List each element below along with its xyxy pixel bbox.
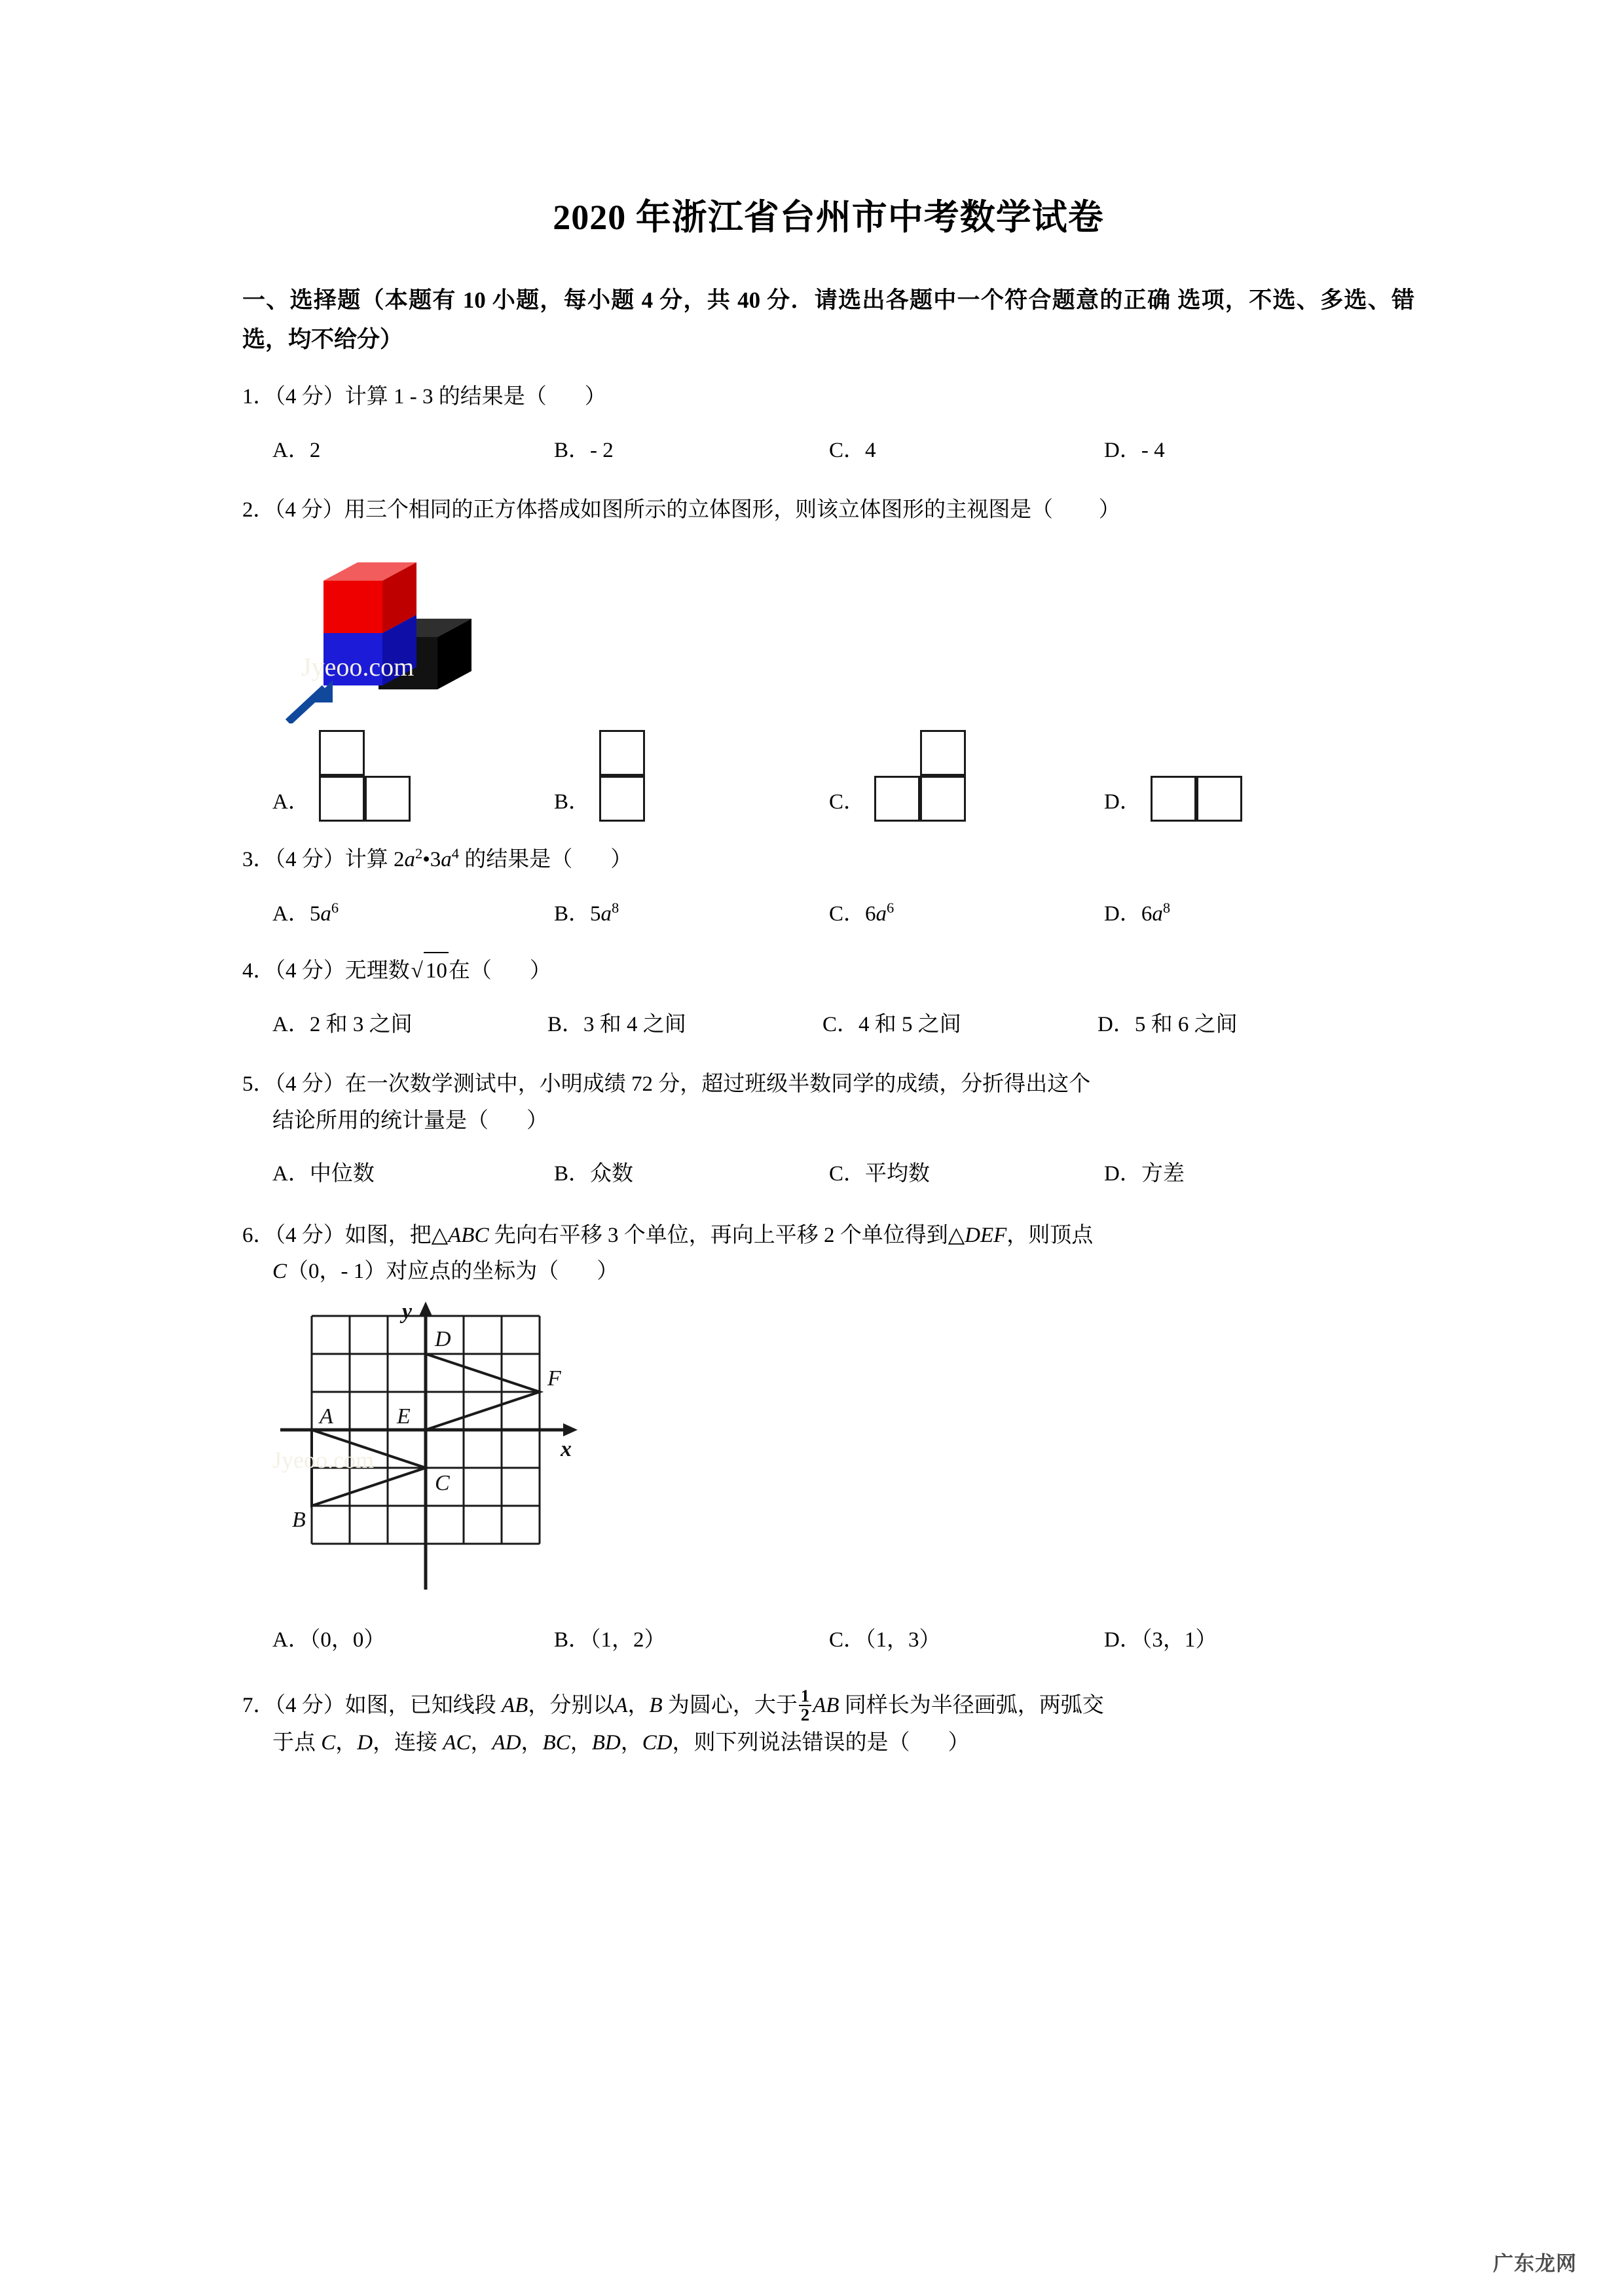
option-label: A． <box>272 902 310 926</box>
question-1-option-d[interactable] <box>1104 433 1379 469</box>
question-5-option-d[interactable] <box>1104 1156 1379 1192</box>
option-label: B． <box>554 438 591 462</box>
point-label-e: E <box>397 1404 411 1429</box>
section-heading-line1: 一、选择题（本题有 10 小题，每小题 4 分，共 40 分．请选出各题中一个符合题意的正确 <box>242 287 1172 313</box>
question-2-shape-options <box>242 730 1414 822</box>
question-5 <box>242 1066 1414 1192</box>
question-2-option-c[interactable] <box>829 730 1104 822</box>
question-2 <box>242 492 1414 822</box>
question-2-stem-text: 2．（4 分）用三个相同的正方体搭成如图所示的立体图形，则该立体图形的主视图是（ <box>242 498 1053 522</box>
question-6-stem-a: 6．（4 分）如图，把△ <box>242 1223 449 1247</box>
question-7-l2-e: ，则下列说法错误的是（ <box>672 1731 910 1755</box>
option-value: 4 <box>865 438 876 462</box>
point-label-b: B <box>292 1508 306 1533</box>
question-7-l2-sep1: ， <box>335 1731 358 1755</box>
question-4-radicand: 10 <box>424 952 449 989</box>
option-base: a <box>1152 902 1163 926</box>
option-label: A． <box>272 790 310 814</box>
question-3-stem <box>242 841 1414 878</box>
coordinate-grid-svg <box>272 1302 587 1609</box>
sqrt-icon: √ 10 <box>410 952 449 989</box>
fraction-numerator: 1 <box>799 1687 811 1706</box>
question-3-stem-close: ） <box>610 848 633 872</box>
question-2-option-b[interactable] <box>554 730 829 822</box>
x-axis-label: x <box>561 1437 572 1462</box>
option-value: 平均数 <box>865 1162 931 1186</box>
question-2-figure <box>242 534 1414 723</box>
option-label: A． <box>272 1162 310 1186</box>
fraction-one-half <box>799 1687 811 1724</box>
option-value: （1，2） <box>590 1628 666 1652</box>
option-base: a <box>876 902 887 926</box>
option-coef: 5 <box>590 902 601 926</box>
question-6 <box>242 1218 1414 1659</box>
option-label: A． <box>272 1628 310 1652</box>
fraction-denominator: 2 <box>800 1705 810 1725</box>
question-4-stem <box>242 952 1414 989</box>
option-label: B． <box>554 1162 591 1186</box>
question-7-l2-sep2: ， <box>470 1731 492 1755</box>
axes <box>280 1307 568 1590</box>
question-7 <box>242 1688 1414 1762</box>
option-label: D． <box>1104 1628 1141 1652</box>
x-axis-arrow <box>563 1423 578 1436</box>
view-direction-arrow <box>288 680 333 722</box>
question-1-stem-text: 1．（4 分）计算 1 - 3 的结果是（ <box>242 385 547 409</box>
question-5-options <box>242 1156 1414 1192</box>
question-4-option-c[interactable] <box>822 1007 1098 1043</box>
option-label: C． <box>829 1162 866 1186</box>
option-value: 5 和 6 之间 <box>1134 1012 1238 1036</box>
question-7-seg-ac: AC <box>443 1731 471 1755</box>
page-title: 2020 年浙江省台州市中考数学试卷 <box>553 198 1104 237</box>
question-6-options <box>242 1622 1414 1658</box>
question-3-stem-e: 的结果是（ <box>459 848 573 872</box>
question-5-stem-line2-text: 结论所用的统计量是（ <box>272 1108 489 1133</box>
shape-square <box>1151 776 1196 822</box>
option-exponent: 6 <box>887 899 895 916</box>
question-7-seg-ad: AD <box>492 1731 521 1755</box>
question-4 <box>242 952 1414 1043</box>
question-5-stem-line2 <box>242 1103 1414 1139</box>
point-label-a: A <box>320 1404 333 1429</box>
question-2-stem <box>242 492 1414 528</box>
question-3-option-c[interactable] <box>829 896 1104 932</box>
y-axis-arrow <box>419 1302 432 1316</box>
question-4-stem-a: 4．（4 分）无理数 <box>242 959 410 983</box>
question-6-option-c[interactable] <box>829 1622 1104 1658</box>
question-4-stem-close: ） <box>529 959 551 983</box>
question-6-figure <box>242 1302 1414 1609</box>
question-6-stem-line2 <box>242 1254 1414 1290</box>
question-6-stem-line2-text: （0，- 1）对应点的坐标为（ <box>287 1259 559 1283</box>
question-4-options <box>242 1007 1414 1043</box>
question-1-option-b[interactable] <box>554 433 829 469</box>
question-7-point-a: A <box>614 1693 628 1717</box>
question-2-option-a[interactable] <box>272 730 554 822</box>
option-coef: 6 <box>1141 902 1153 926</box>
question-4-option-b[interactable] <box>547 1007 822 1043</box>
question-3-options <box>242 896 1414 932</box>
question-6-option-d[interactable] <box>1104 1622 1379 1658</box>
option-label: C． <box>829 1628 866 1652</box>
option-value: - 4 <box>1141 438 1165 462</box>
shape-square <box>319 730 365 776</box>
question-6-option-a[interactable] <box>272 1622 554 1658</box>
shape-square <box>319 776 365 822</box>
question-7-l2-b: ，连接 <box>373 1731 443 1755</box>
view-option-d <box>1151 776 1242 822</box>
question-1-stem <box>242 379 1414 415</box>
question-6-triangle-def: DEF <box>965 1223 1007 1247</box>
question-3-stem-a: 3．（4 分）计算 2 <box>242 848 405 872</box>
option-label: A． <box>272 1012 310 1036</box>
question-7-seg-bd: BD <box>591 1731 621 1755</box>
question-2-option-d[interactable] <box>1104 776 1301 822</box>
option-label: C． <box>829 438 866 462</box>
question-7-stem-d: 为圆心，大于 <box>662 1693 798 1717</box>
question-3-stem-c: •3 <box>422 848 441 872</box>
question-6-option-b[interactable] <box>554 1622 829 1658</box>
question-6-stem-b: 先向右平移 3 个单位，再向上平移 2 个单位得到△ <box>489 1223 965 1247</box>
question-3-var-1: a <box>404 848 415 872</box>
option-coef: 5 <box>309 902 321 926</box>
question-7-stem <box>242 1688 1414 1762</box>
shape-square <box>599 730 645 776</box>
question-7-seg-ab-2: AB <box>813 1693 840 1717</box>
question-7-point-d: D <box>357 1731 373 1755</box>
question-7-stem-sep: ， <box>627 1693 650 1717</box>
option-label: D． <box>1104 1162 1141 1186</box>
question-3 <box>242 841 1414 932</box>
question-6-stem-close: ） <box>597 1259 619 1283</box>
option-coef: 6 <box>865 902 876 926</box>
option-value: 2 <box>309 438 321 462</box>
option-value: （0，0） <box>309 1628 386 1652</box>
question-3-exp-1: 2 <box>415 845 423 862</box>
question-4-option-d[interactable] <box>1098 1007 1238 1043</box>
option-label: C． <box>822 1012 859 1036</box>
option-value: （3，1） <box>1141 1628 1217 1652</box>
option-label: B． <box>554 1628 591 1652</box>
view-option-a <box>319 730 411 822</box>
option-value: 3 和 4 之间 <box>583 1012 686 1036</box>
section-heading-line2: 选项，不选、多选、错选，均不给分） <box>242 287 1414 352</box>
option-value: 中位数 <box>309 1162 375 1186</box>
option-label: D． <box>1098 1012 1135 1036</box>
option-label: D． <box>1104 790 1141 814</box>
option-label: B． <box>554 902 591 926</box>
option-label: D． <box>1104 438 1141 462</box>
option-label: C． <box>829 902 866 926</box>
question-4-option-a[interactable] <box>272 1007 547 1043</box>
figure-watermark: Jyeoo.com <box>272 1447 374 1474</box>
question-5-stem <box>242 1066 1414 1139</box>
point-label-c: C <box>435 1471 450 1496</box>
question-7-stem-a: 7．（4 分）如图，已知线段 <box>242 1693 502 1717</box>
question-5-stem-line1: 5．（4 分）在一次数学测试中，小明成绩 72 分，超过班级半数同学的成绩，分折得出这个 <box>242 1072 1091 1097</box>
question-6-point-c: C <box>272 1259 287 1283</box>
point-label-d: D <box>435 1327 451 1352</box>
view-option-b <box>599 730 645 822</box>
question-5-option-a[interactable] <box>272 1156 554 1192</box>
question-7-seg-cd: CD <box>642 1731 673 1755</box>
question-6-stem <box>242 1218 1414 1290</box>
page-content <box>242 0 1414 1762</box>
question-5-stem-close: ） <box>526 1108 548 1133</box>
three-cube-solid-svg <box>282 534 517 723</box>
figure-watermark: Jyeoo.com <box>301 652 415 682</box>
question-1-stem-close: ） <box>584 385 606 409</box>
question-7-l2-sep3: ， <box>521 1731 543 1755</box>
question-6-stem-c: ，则顶点 <box>1006 1223 1094 1247</box>
question-1 <box>242 379 1414 469</box>
question-4-stem-b: 在（ <box>448 959 492 983</box>
option-base: a <box>600 902 612 926</box>
question-3-option-d[interactable] <box>1104 896 1379 932</box>
option-exponent: 8 <box>612 899 619 916</box>
option-value: （1，3） <box>865 1628 941 1652</box>
question-2-stem-close: ） <box>1098 498 1120 522</box>
question-1-options <box>242 433 1414 469</box>
option-exponent: 6 <box>331 899 339 916</box>
option-value: 2 和 3 之间 <box>309 1012 413 1036</box>
option-label: B． <box>547 1012 584 1036</box>
question-7-l2-sep5: ， <box>620 1731 642 1755</box>
view-option-c <box>874 730 966 822</box>
option-label: C． <box>829 790 866 814</box>
question-7-seg-bc: BC <box>542 1731 570 1755</box>
option-value: 4 和 5 之间 <box>858 1012 961 1036</box>
option-label: B． <box>554 790 591 814</box>
shape-square <box>874 776 920 822</box>
question-7-stem-line2 <box>242 1725 1414 1761</box>
question-3-exp-2: 4 <box>451 845 459 862</box>
option-value: 众数 <box>590 1162 634 1186</box>
question-7-stem-b: ，分别以 <box>528 1693 615 1717</box>
option-exponent: 8 <box>1162 899 1171 916</box>
question-7-l2-a: 于点 <box>272 1731 322 1755</box>
question-7-point-c: C <box>321 1731 336 1755</box>
question-5-option-b[interactable] <box>554 1156 829 1192</box>
question-5-option-c[interactable] <box>829 1156 1104 1192</box>
shape-square <box>599 776 645 822</box>
point-label-f: F <box>547 1366 561 1391</box>
question-7-stem-close: ） <box>948 1731 970 1755</box>
question-3-var-2: a <box>441 848 452 872</box>
site-watermark: 广东龙网 <box>1493 2252 1577 2276</box>
question-6-triangle-abc: ABC <box>448 1223 489 1247</box>
question-7-l2-sep4: ， <box>570 1731 592 1755</box>
question-7-seg-ab: AB <box>502 1693 528 1717</box>
option-value: - 2 <box>590 438 614 462</box>
shape-square <box>365 776 411 822</box>
option-label: D． <box>1104 902 1141 926</box>
question-7-stem-e: 同样长为半径画弧，两弧交 <box>839 1693 1104 1717</box>
y-axis-label: y <box>402 1302 413 1324</box>
question-7-point-b: B <box>649 1693 663 1717</box>
shape-square <box>920 730 966 776</box>
section-heading <box>242 281 1414 359</box>
shape-square <box>1196 776 1242 822</box>
option-value: 方差 <box>1141 1162 1185 1186</box>
option-label: A． <box>272 438 310 462</box>
question-1-option-c[interactable] <box>829 433 1104 469</box>
question-1-option-a[interactable] <box>272 433 554 469</box>
option-base: a <box>320 902 331 926</box>
shape-square <box>920 776 966 822</box>
question-3-option-a[interactable] <box>272 896 554 932</box>
question-3-option-b[interactable] <box>554 896 829 932</box>
